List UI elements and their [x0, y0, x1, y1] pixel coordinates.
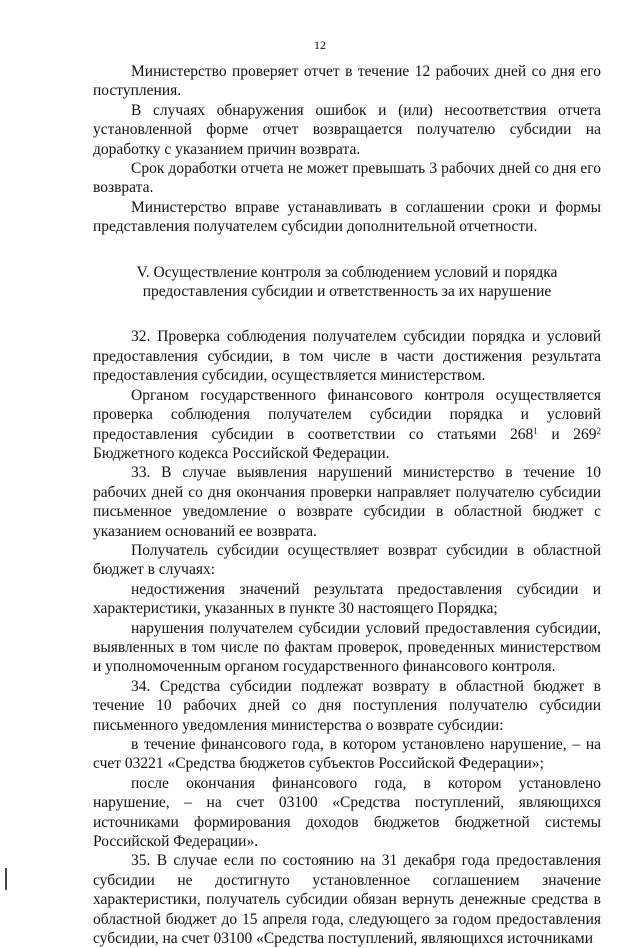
- superscript: 2: [596, 425, 601, 436]
- paragraph-32: 32. Проверка соблюдения получателем субсидии порядка и условий предоставления субсидии, в том числе в части достижения результата предоставления субсидии, осуществляется министерством.: [93, 328, 601, 385]
- section-heading-line: предоставления субсидии и ответственность за их нарушение: [142, 283, 552, 301]
- scan-edge-mark: [5, 868, 7, 890]
- section-heading-line: V. Осуществление контроля за соблюдением условий и порядка: [136, 263, 558, 281]
- page-number: 12: [314, 38, 326, 52]
- paragraph: нарушения получателем субсидии условий предоставления субсидии, выявленных в том числе по фактам проверок, проведенных министерством и уполномоченным органом государственного финансового контроля.: [93, 619, 601, 676]
- paragraph-33: 33. В случае выявления нарушений министерство в течение 10 рабочих дней со дня окончания проверки направляет получателю субсидии письменное уведомление о возврате субсидии в областной бюджет с указанием оснований ее возврата.: [93, 464, 601, 540]
- paragraph-control-body: [93, 386, 601, 464]
- paragraph: В случаях обнаружения ошибок и (или) несоответствия отчета установленной форме отчет возвращается получателю субсидии на доработку с указанием причин возврата.: [93, 101, 601, 158]
- section-heading: [93, 263, 601, 302]
- paragraph: недостижения значений результата предоставления субсидии и характеристики, указанных в пункте 30 настоящего Порядка;: [93, 580, 601, 618]
- text-fragment: Органом государственного финансового контроля осуществляется проверка соблюдения получателем субсидии порядка и условий предоставления субсидии в соответствии со статьями 268: [93, 386, 601, 443]
- document-body: [93, 62, 601, 948]
- paragraph-34: 34. Средства субсидии подлежат возврату в областной бюджет в течение 10 рабочих дней со дня поступления получателю субсидии письменного уведомления министерства о возврате субсидии:: [93, 677, 601, 734]
- paragraph: в течение финансового года, в котором установлено нарушение, – на счет 03221 «Средства бюджетов субъектов Российской Федерации»;: [93, 736, 601, 773]
- paragraph: Получатель субсидии осуществляет возврат субсидии в областной бюджет в случаях:: [93, 541, 601, 579]
- paragraph-35: 35. В случае если по состоянию на 31 декабря года предоставления субсидии не достигнуто установленное соглашением значение характеристики, получатель субсидии обязан вернуть денежные средства в областной бюджет до 15 апреля года, следующего за годом предоставления субсидии, на счет 03100 «Средства поступлений, являющихся источниками: [93, 852, 601, 948]
- paragraph: Министерство проверяет отчет в течение 12 рабочих дней со дня его поступления.: [93, 63, 601, 100]
- paragraph: после окончания финансового года, в котором установлено нарушение, – на счет 03100 «Средства поступлений, являющихся источниками формирования доходов бюджетов бюджетной системы Российской Федерации».: [93, 774, 601, 851]
- text-fragment: и 269: [537, 425, 597, 443]
- paragraph: Срок доработки отчета не может превышать 3 рабочих дней со дня его возврата.: [93, 160, 601, 197]
- text-fragment: Бюджетного кодекса Российской Федерации.: [93, 444, 390, 462]
- superscript: 1: [533, 425, 538, 436]
- paragraph: Министерство вправе устанавливать в соглашении сроки и формы представления получателем субсидии дополнительной отчетности.: [93, 198, 601, 236]
